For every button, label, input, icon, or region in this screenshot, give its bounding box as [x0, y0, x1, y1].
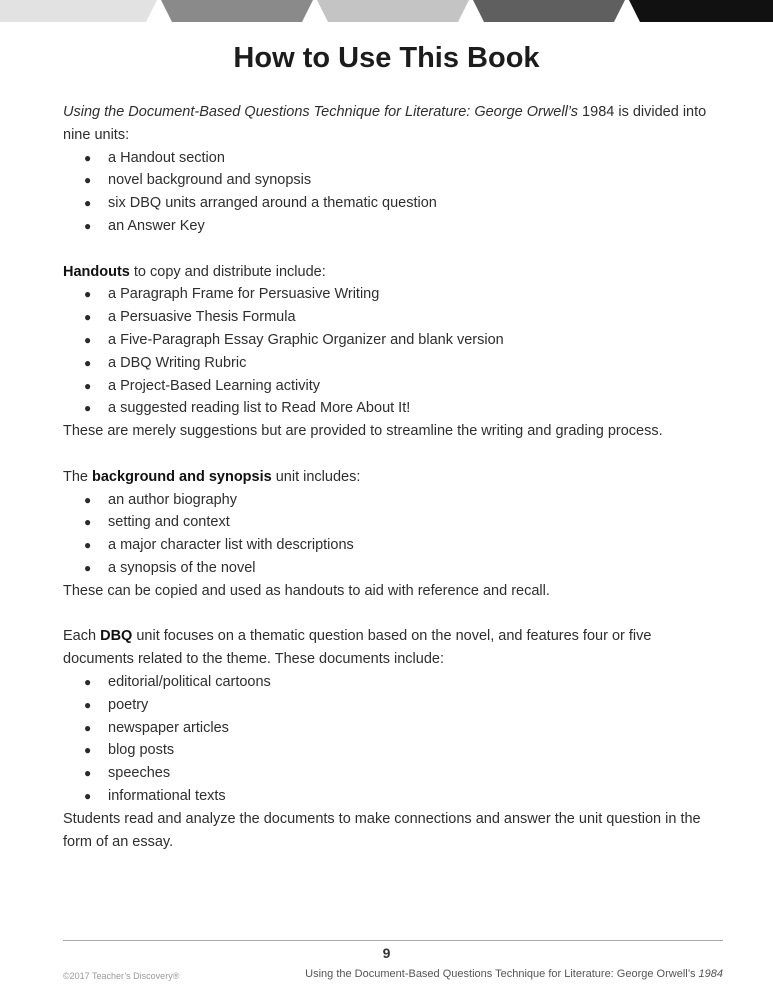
list-item: ● setting and context	[63, 511, 725, 534]
list-item: ● a major character list with descriptions	[63, 534, 725, 557]
handouts-paragraph	[63, 261, 725, 284]
handouts-text: to copy and distribute include:	[129, 263, 326, 280]
dbq-pre: Each	[63, 628, 101, 645]
background-paragraph	[63, 466, 725, 489]
list-item: ● a Persuasive Thesis Formula	[63, 306, 725, 329]
handouts-list	[63, 283, 725, 420]
units-list	[63, 147, 725, 238]
page-number: 9	[382, 945, 391, 961]
list-item: ● informational texts	[63, 785, 725, 808]
background-note: These can be copied and used as handouts to aid with reference and recall.	[63, 582, 550, 599]
intro-text: 1984 is divided into nine units:	[63, 104, 707, 143]
list-item: ● a synopsis of the novel	[63, 557, 725, 580]
background-list	[63, 489, 725, 580]
list-item: ● an Answer Key	[63, 215, 725, 238]
list-item: ● six DBQ units arranged around a thematic question	[63, 192, 725, 215]
page-body	[63, 101, 725, 853]
list-item: ● speeches	[63, 762, 725, 785]
dbq-paragraph	[63, 625, 725, 671]
handouts-note: These are merely suggestions but are provided to streamline the writing and grading process.	[63, 423, 663, 440]
background-text: unit includes:	[271, 468, 361, 485]
background-pre: The	[63, 468, 93, 485]
dbq-text: unit focuses on a thematic question based on the novel, and features four or five documents related to the theme. These documents include:	[63, 628, 652, 668]
page-title: How to Use This Book	[233, 42, 540, 74]
dbq-documents-list	[63, 671, 725, 808]
handouts-heading: Handouts	[63, 263, 130, 280]
list-item: ● editorial/political cartoons	[63, 671, 725, 694]
header-tab-bar	[0, 0, 773, 24]
footer-divider	[63, 940, 723, 941]
dbq-note: Students read and analyze the documents to make connections and answer the unit question in the form of an essay.	[63, 810, 701, 850]
copyright: ©2017 Teacher’s Discovery®	[63, 971, 180, 981]
list-item: ● newspaper articles	[63, 717, 725, 740]
list-item: ● novel background and synopsis	[63, 169, 725, 192]
list-item: ● a Paragraph Frame for Persuasive Writing	[63, 283, 725, 306]
intro-paragraph	[63, 101, 725, 147]
intro-book-title: Using the Document-Based Questions Technique for Literature: George Orwell’s	[63, 104, 579, 120]
list-item: ● a Five-Paragraph Essay Graphic Organizer and blank version	[63, 329, 725, 352]
list-item: ● an author biography	[63, 489, 725, 512]
header-tab-5	[629, 0, 773, 22]
footer-book-title-italic: 1984	[698, 968, 723, 980]
list-item: ● a DBQ Writing Rubric	[63, 352, 725, 375]
list-item: ● a Handout section	[63, 147, 725, 170]
footer-book-title	[305, 968, 723, 980]
list-item: ● a suggested reading list to Read More About It!	[63, 397, 725, 420]
header-tab-3	[317, 0, 469, 22]
list-item: ● poetry	[63, 694, 725, 717]
list-item: ● a Project-Based Learning activity	[63, 375, 725, 398]
header-tab-2	[161, 0, 313, 22]
background-heading: background and synopsis	[92, 468, 272, 485]
dbq-heading: DBQ	[100, 628, 133, 645]
list-item: ● blog posts	[63, 739, 725, 762]
footer-book-title-text: Using the Document-Based Questions Technique for Literature: George Orwell’s	[305, 968, 699, 980]
header-tab-4	[473, 0, 625, 22]
header-tab-1	[0, 0, 157, 22]
